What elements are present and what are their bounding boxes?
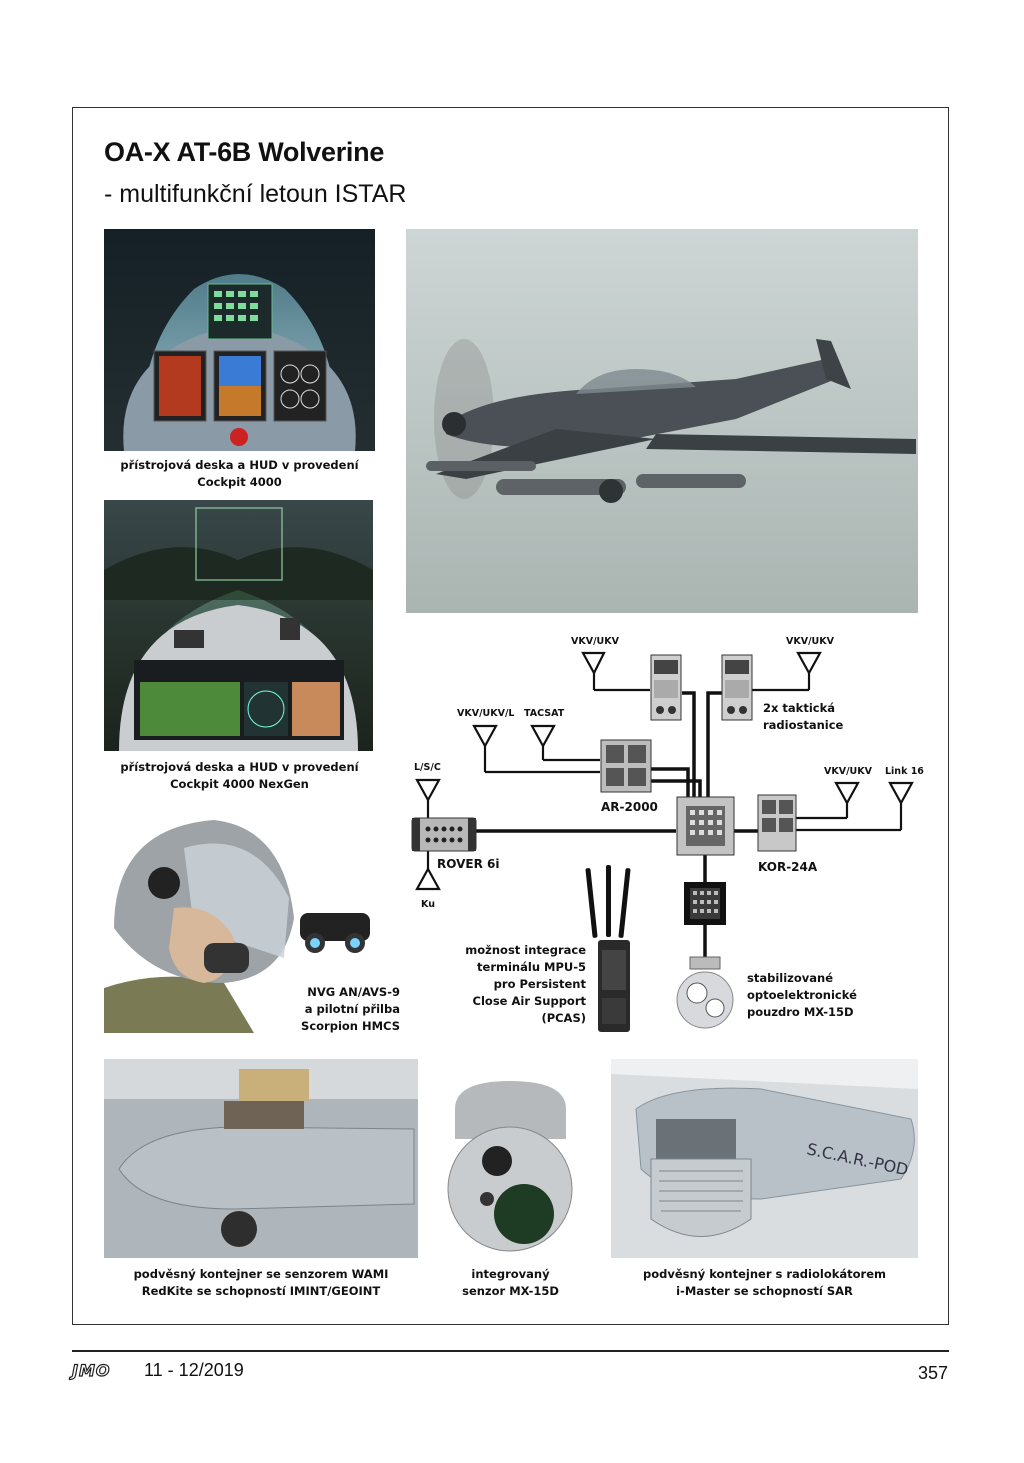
label-kor24a: KOR-24A — [758, 860, 818, 874]
issue-number: 11 - 12/2019 — [144, 1360, 244, 1380]
label-rover: ROVER 6i — [437, 857, 500, 871]
caption-line: senzor MX-15D — [462, 1284, 559, 1298]
mpu5-caption — [440, 942, 586, 1027]
sar-caption — [611, 1266, 918, 1300]
caption-line: přístrojová deska a HUD v provedení — [120, 458, 359, 472]
antenna-icon — [417, 780, 439, 818]
sar-pod-photo — [611, 1059, 918, 1258]
label-line: 2x taktická — [763, 701, 835, 715]
svg-text:S.C.A.R.-POD: S.C.A.R.-POD — [805, 1139, 911, 1180]
page-subtitle: - multifunkční letoun ISTAR — [104, 180, 407, 208]
label-vkv-ukv-1: VKV/UKV — [571, 636, 619, 647]
antenna-icon — [890, 783, 912, 830]
caption-line: přístrojová deska a HUD v provedení — [120, 760, 359, 774]
mx15d-turret-image — [677, 957, 733, 1028]
antenna-icon — [583, 653, 604, 690]
caption-line: i-Master se schopností SAR — [676, 1284, 853, 1298]
label-line: radiostanice — [763, 718, 844, 732]
caption-line: integrovaný — [471, 1267, 550, 1281]
caption-line: pouzdro MX-15D — [747, 1005, 854, 1019]
mpu5-radio-image — [585, 865, 630, 1032]
label-link16: Link 16 — [885, 766, 924, 777]
antenna-icon — [474, 726, 496, 772]
rover-unit — [412, 818, 476, 851]
caption-line: stabilizované — [747, 971, 833, 985]
mx15d-sensor-photo — [437, 1069, 584, 1265]
kor24a-unit — [758, 795, 796, 851]
caption-line: Scorpion HMCS — [301, 1019, 400, 1033]
wami-pod-photo — [104, 1059, 418, 1258]
mx15d-sensor-caption — [437, 1266, 584, 1300]
caption-line: terminálu MPU-5 — [477, 960, 586, 974]
label-vkv-ukv-3: VKV/UKV — [824, 766, 872, 777]
label-vkv-ukv-2: VKV/UKV — [786, 636, 834, 647]
ar2000-unit — [601, 740, 651, 792]
radio-unit-1 — [651, 655, 681, 720]
label-tacsat: TACSAT — [524, 708, 565, 719]
caption-line: RedKite se schopností IMINT/GEOINT — [141, 1284, 381, 1298]
caption-line: optoelektronické — [747, 988, 857, 1002]
caption-line: podvěsný kontejner se senzorem WAMI — [133, 1267, 389, 1281]
page-title: OA-X AT-6B Wolverine — [104, 137, 385, 167]
caption-line: Cockpit 4000 — [197, 475, 282, 489]
control-display-unit — [684, 882, 726, 925]
wami-caption — [104, 1266, 418, 1300]
label-ku: Ku — [421, 899, 435, 910]
label-lsc: L/S/C — [414, 762, 441, 773]
antenna-icon — [417, 851, 439, 889]
radio-unit-2 — [722, 655, 752, 720]
page-number: 357 — [918, 1363, 949, 1383]
caption-line: Close Air Support — [472, 994, 586, 1008]
label-vkv-ukv-l: VKV/UKV/L — [457, 708, 515, 719]
caption-line: Cockpit 4000 NexGen — [170, 777, 309, 791]
central-unit — [677, 797, 734, 855]
jmo-logo: JMO — [72, 1361, 111, 1380]
antenna-icon — [798, 653, 820, 690]
antenna-icon — [532, 726, 554, 760]
caption-line: podvěsný kontejner s radiolokátorem — [643, 1267, 886, 1281]
caption-line: NVG AN/AVS-9 — [307, 985, 400, 999]
caption-line: pro Persistent — [493, 977, 586, 991]
footer-rule — [72, 1350, 949, 1352]
caption-line: a pilotní přilba — [304, 1002, 400, 1016]
label-radios — [763, 700, 843, 734]
caption-line: (PCAS) — [541, 1011, 586, 1025]
antenna-icon — [836, 783, 858, 818]
mx15d-pod-caption — [747, 970, 857, 1021]
label-ar2000: AR-2000 — [601, 800, 658, 814]
caption-line: možnost integrace — [465, 943, 586, 957]
